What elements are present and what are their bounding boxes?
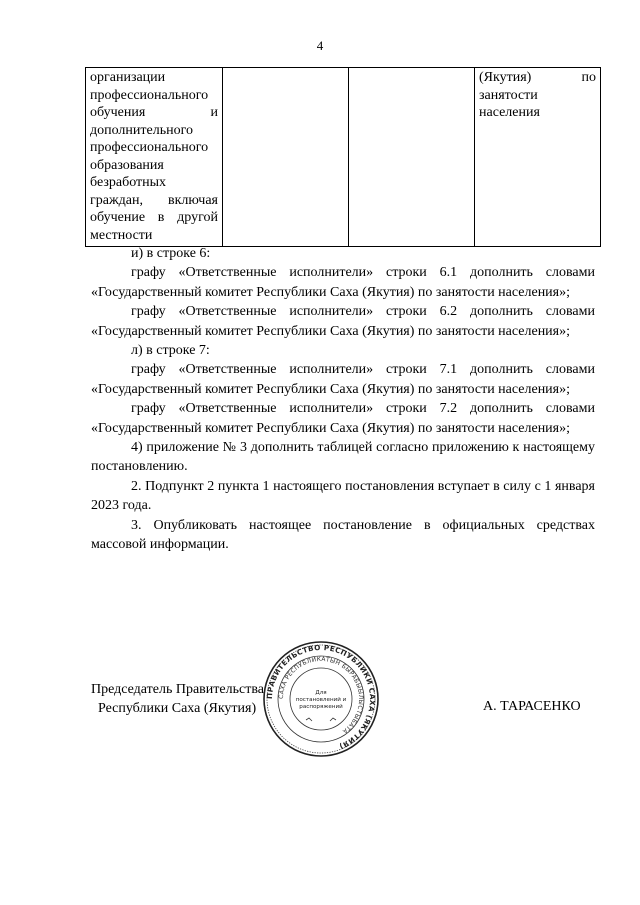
cell-line: обучения и xyxy=(90,105,218,120)
seal-outer-text: ПРАВИТЕЛЬСТВО РЕСПУБЛИКИ САХА (ЯКУТИЯ) xyxy=(264,642,378,752)
table-cell-empty xyxy=(349,68,475,247)
cell-line: дополнительного xyxy=(90,122,193,138)
document-body xyxy=(91,244,595,555)
paragraph: 4) приложение № 3 дополнить таблицей согласно приложению к настоящему постановлению. xyxy=(91,440,595,475)
cell-line: безработных xyxy=(90,175,167,190)
paragraph: и) в строке 6: xyxy=(131,246,211,261)
paragraph: графу «Ответственные исполнители» строки 6.2 дополнить словами «Государственный комитет Республики Саха (Якутия) по занятости населения»; xyxy=(91,304,595,339)
signatory-name: А. ТАРАСЕНКО xyxy=(483,699,581,714)
paragraph: 2. Подпункт 2 пункта 1 настоящего постановления вступает в силу с 1 января 2023 года. xyxy=(91,478,595,514)
continuation-table xyxy=(85,67,601,247)
paragraph: 3. Опубликовать настоящее постановление в официальных средствах массовой информации. xyxy=(91,517,595,553)
signatory-position xyxy=(91,680,264,718)
paragraph: графу «Ответственные исполнители» строки 6.1 дополнить словами «Государственный комитет Республики Саха (Якутия) по занятости населения»; xyxy=(91,265,595,300)
cell-line: образования xyxy=(90,157,164,173)
table-cell-executor xyxy=(475,68,601,247)
paragraph: л) в строке 7: xyxy=(131,343,210,359)
signatory-position-line: Председатель Правительства xyxy=(91,682,264,697)
table-cell-empty xyxy=(223,68,349,247)
paragraph: графу «Ответственные исполнители» строки 7.2 дополнить словами «Государственный комитет Республики Саха (Якутия) по занятости населения»; xyxy=(91,401,595,436)
cell-line: населения xyxy=(479,105,540,120)
cell-line: граждан, включая xyxy=(90,192,218,208)
cell-line: организации xyxy=(90,70,166,85)
table-cell-activity xyxy=(86,68,223,247)
cell-line: занятости xyxy=(479,87,538,103)
signatory-position-line: Республики Саха (Якутия) xyxy=(98,701,257,716)
cell-line: (Якутия) по xyxy=(479,70,596,85)
seal-center-text: распоряжений xyxy=(299,704,343,710)
seal-center-text: Для xyxy=(315,690,327,696)
page-number: 4 xyxy=(316,38,324,53)
cell-line: обучение в другой xyxy=(90,210,218,225)
seal-inner-text: САХА РЕСПУБЛИКАТЫН БЫРАБЫЫЛЫСТЫБАТА xyxy=(277,655,365,735)
cell-line: профессионального xyxy=(90,87,209,103)
seal-center-text: постановлений и xyxy=(295,697,347,703)
cell-line: профессионального xyxy=(90,140,209,155)
cell-line: местности xyxy=(90,227,153,243)
paragraph: графу «Ответственные исполнители» строки 7.1 дополнить словами «Государственный комитет Республики Саха (Якутия) по занятости населения»; xyxy=(91,362,595,397)
official-seal xyxy=(262,640,380,758)
table-row xyxy=(86,68,601,247)
